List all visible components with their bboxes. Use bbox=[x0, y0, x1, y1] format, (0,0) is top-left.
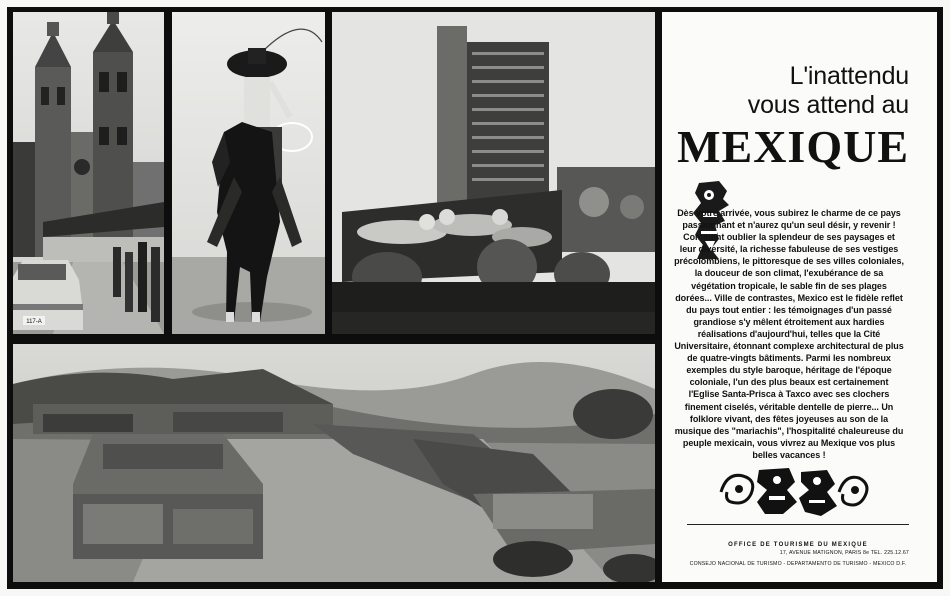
ruins-photo bbox=[13, 344, 655, 582]
consejo-line: CONSEJO NACIONAL DE TURISMO - DEPARTAMENTO DE TURISMO - MEXICO D.F. bbox=[689, 561, 907, 567]
headline-line-2: vous attend au bbox=[747, 91, 909, 119]
rider-photo bbox=[172, 12, 325, 334]
body-text: Dès votre arrivée, vous subirez le charme de ce pays passionnant et n'aurez qu'un seul désir, y revenir ! Comment oublier la splendeur de ses paysages et leur diversité, la richesse fabuleuse de ses vestiges précolombiens, le pittoresque de ses villes coloniales, la douceur de son climat, l'exubérance de sa végétation tropicale, le sable fin de ses plages dorées... Ville de contrastes, Mexico est le fidèle reflet du pays tout entier : les témoignages d'un passé grandiose s'y mêlent étroitement aux hardies réalisations d'aujourd'hui, telles que la Cité Universitaire, étonnant complexe architectural de plus de quatre-vingts bâtiments. Parmi les nombreux exemples du style baroque, héritage de l'époque coloniale, l'un des plus beaux est certainement l'Eglise Santa-Prisca à Taxco avec ses clochers finement ciselés, véritable dentelle de pierre... Un folklore vivant, des fêtes joyeuses au son de la musique des "mariachis", l'hospitalité chaleureuse du peuple mexicain, vous vivrez au Mexique vos plus belles vacances ! bbox=[674, 208, 904, 460]
aztec-frieze-icon bbox=[717, 462, 872, 520]
divider bbox=[687, 524, 909, 525]
church-photo bbox=[13, 12, 164, 334]
university-photo bbox=[332, 12, 655, 334]
office-address: 17, AVENUE MATIGNON, PARIS 8e TEL. 225.12.67 bbox=[779, 550, 909, 556]
car-plate-text: 117-A bbox=[26, 319, 42, 325]
office-name: OFFICE DE TOURISME DU MEXIQUE bbox=[728, 542, 868, 548]
headline bbox=[677, 62, 909, 172]
ad-text-panel bbox=[662, 12, 937, 582]
headline-line-1: L'inattendu bbox=[789, 62, 909, 90]
headline-line-3: MEXIQUE bbox=[677, 121, 909, 172]
